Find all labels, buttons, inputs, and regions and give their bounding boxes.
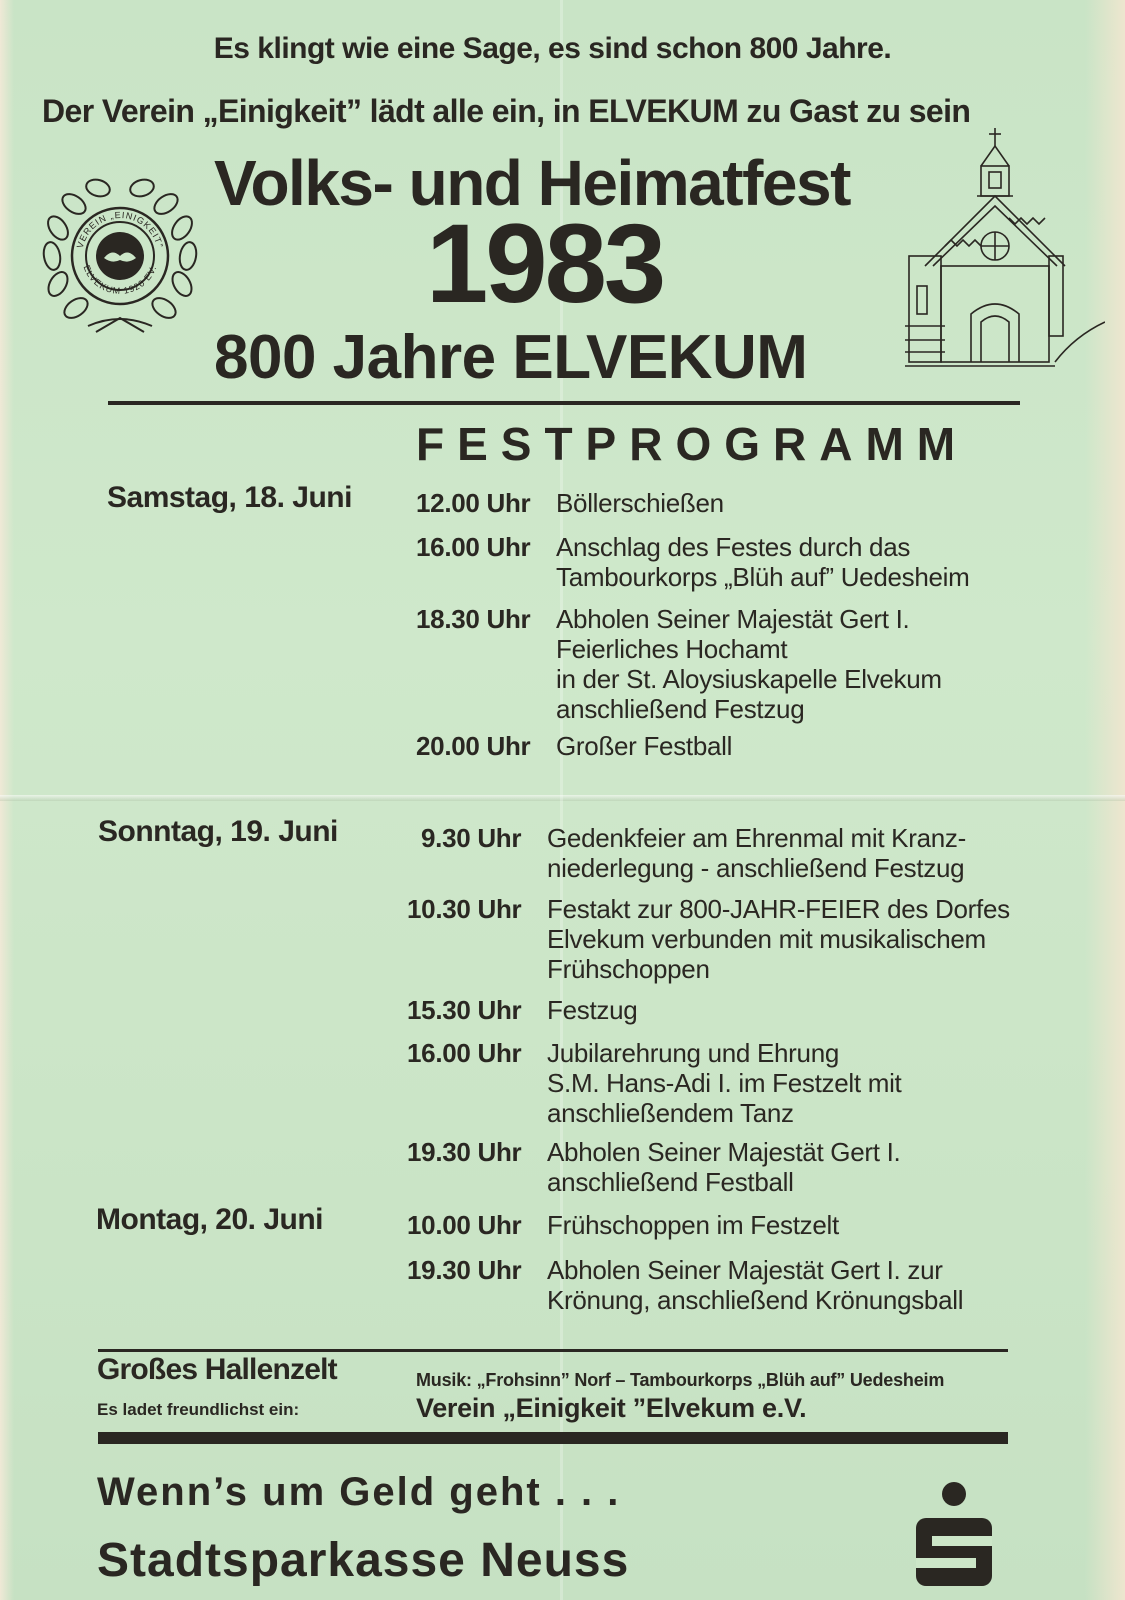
event-desc: Gedenkfeier am Ehrenmal mit Kranz- niederlegung - anschließend Festzug (547, 823, 966, 883)
day-label-monday: Montag, 20. Juni (96, 1203, 324, 1236)
event-row (407, 1137, 900, 1197)
event-time: 10.00 Uhr (407, 1210, 522, 1240)
event-time: 9.30 Uhr (421, 823, 522, 853)
event-desc: Jubilarehrung und Ehrung S.M. Hans-Adi I. im Festzelt mit anschließendem Tanz (547, 1038, 902, 1128)
event-time: 18.30 Uhr (416, 604, 531, 634)
event-time: 19.30 Uhr (407, 1137, 522, 1167)
event-desc: Abholen Seiner Majestät Gert I. Feierliches Hochamt in der St. Aloysiuskapelle Elvekum anschließend Festzug (556, 604, 942, 724)
event-time: 15.30 Uhr (407, 995, 522, 1025)
event-row (416, 731, 732, 761)
fest-subtitle: 800 Jahre ELVEKUM (214, 323, 808, 392)
event-row (416, 488, 724, 518)
header-line-2: Der Verein „Einigkeit” lädt alle ein, in ELVEKUM zu Gast zu sein (42, 93, 971, 129)
event-desc: Abholen Seiner Majestät Gert I. anschließend Festball (547, 1137, 901, 1197)
event-time: 16.00 Uhr (416, 532, 531, 562)
sparkasse-logo-icon (912, 1480, 996, 1590)
event-row (407, 823, 966, 883)
day-label-saturday: Samstag, 18. Juni (107, 481, 352, 514)
hall-label: Großes Hallenzelt (97, 1353, 337, 1386)
footer-thick-divider (98, 1432, 1008, 1444)
event-row (416, 532, 970, 592)
event-time: 16.00 Uhr (407, 1038, 522, 1068)
program-heading: FESTPROGRAMM (416, 418, 969, 470)
invite-label: Es ladet freundlichst ein: (97, 1400, 300, 1419)
event-row (407, 894, 1010, 984)
fest-year: 1983 (426, 201, 664, 326)
event-time: 12.00 Uhr (416, 488, 531, 518)
title-divider (108, 401, 1020, 405)
event-desc: Großer Festball (556, 731, 733, 761)
event-desc: Festzug (547, 995, 638, 1025)
event-desc: Böllerschießen (556, 488, 724, 518)
footer-divider (98, 1349, 1008, 1352)
event-row (407, 1038, 901, 1128)
event-desc: Anschlag des Festes durch das Tambourkorps „Blüh auf” Uedesheim (556, 532, 970, 592)
event-time: 19.30 Uhr (407, 1255, 522, 1285)
club-name: Verein „Einigkeit ”Elvekum e.V. (416, 1393, 807, 1423)
event-row (416, 604, 942, 724)
music-credits: Musik: „Frohsinn” Norf – Tambourkorps „Blüh auf” Uedesheim (416, 1370, 945, 1390)
ad-bank-name: Stadtsparkasse Neuss (97, 1534, 630, 1587)
chapel-icon (905, 126, 1105, 376)
event-row (407, 1210, 839, 1240)
event-row (407, 1255, 963, 1315)
event-time: 20.00 Uhr (416, 731, 531, 761)
club-emblem-icon (38, 176, 202, 336)
day-label-sunday: Sonntag, 19. Juni (98, 815, 338, 848)
ad-slogan: Wenn’s um Geld geht . . . (97, 1470, 621, 1514)
header-line-1: Es klingt wie eine Sage, es sind schon 800 Jahre. (213, 32, 892, 65)
fest-title: Volks- und Heimatfest (214, 147, 850, 219)
event-desc: Festakt zur 800-JAHR-FEIER des Dorfes Elvekum verbunden mit musikalischem Frühschoppen (547, 894, 1010, 984)
event-desc: Frühschoppen im Festzelt (547, 1210, 839, 1240)
emblem-ring-bottom-text: ELVEKUM 1920 EV. (81, 263, 159, 297)
event-row (407, 995, 637, 1025)
event-time: 10.30 Uhr (407, 894, 522, 924)
event-desc: Abholen Seiner Majestät Gert I. zur Krönung, anschließend Krönungsball (547, 1255, 964, 1315)
emblem-ring-top-text: VEREIN „EINIGKEIT” (74, 209, 166, 250)
